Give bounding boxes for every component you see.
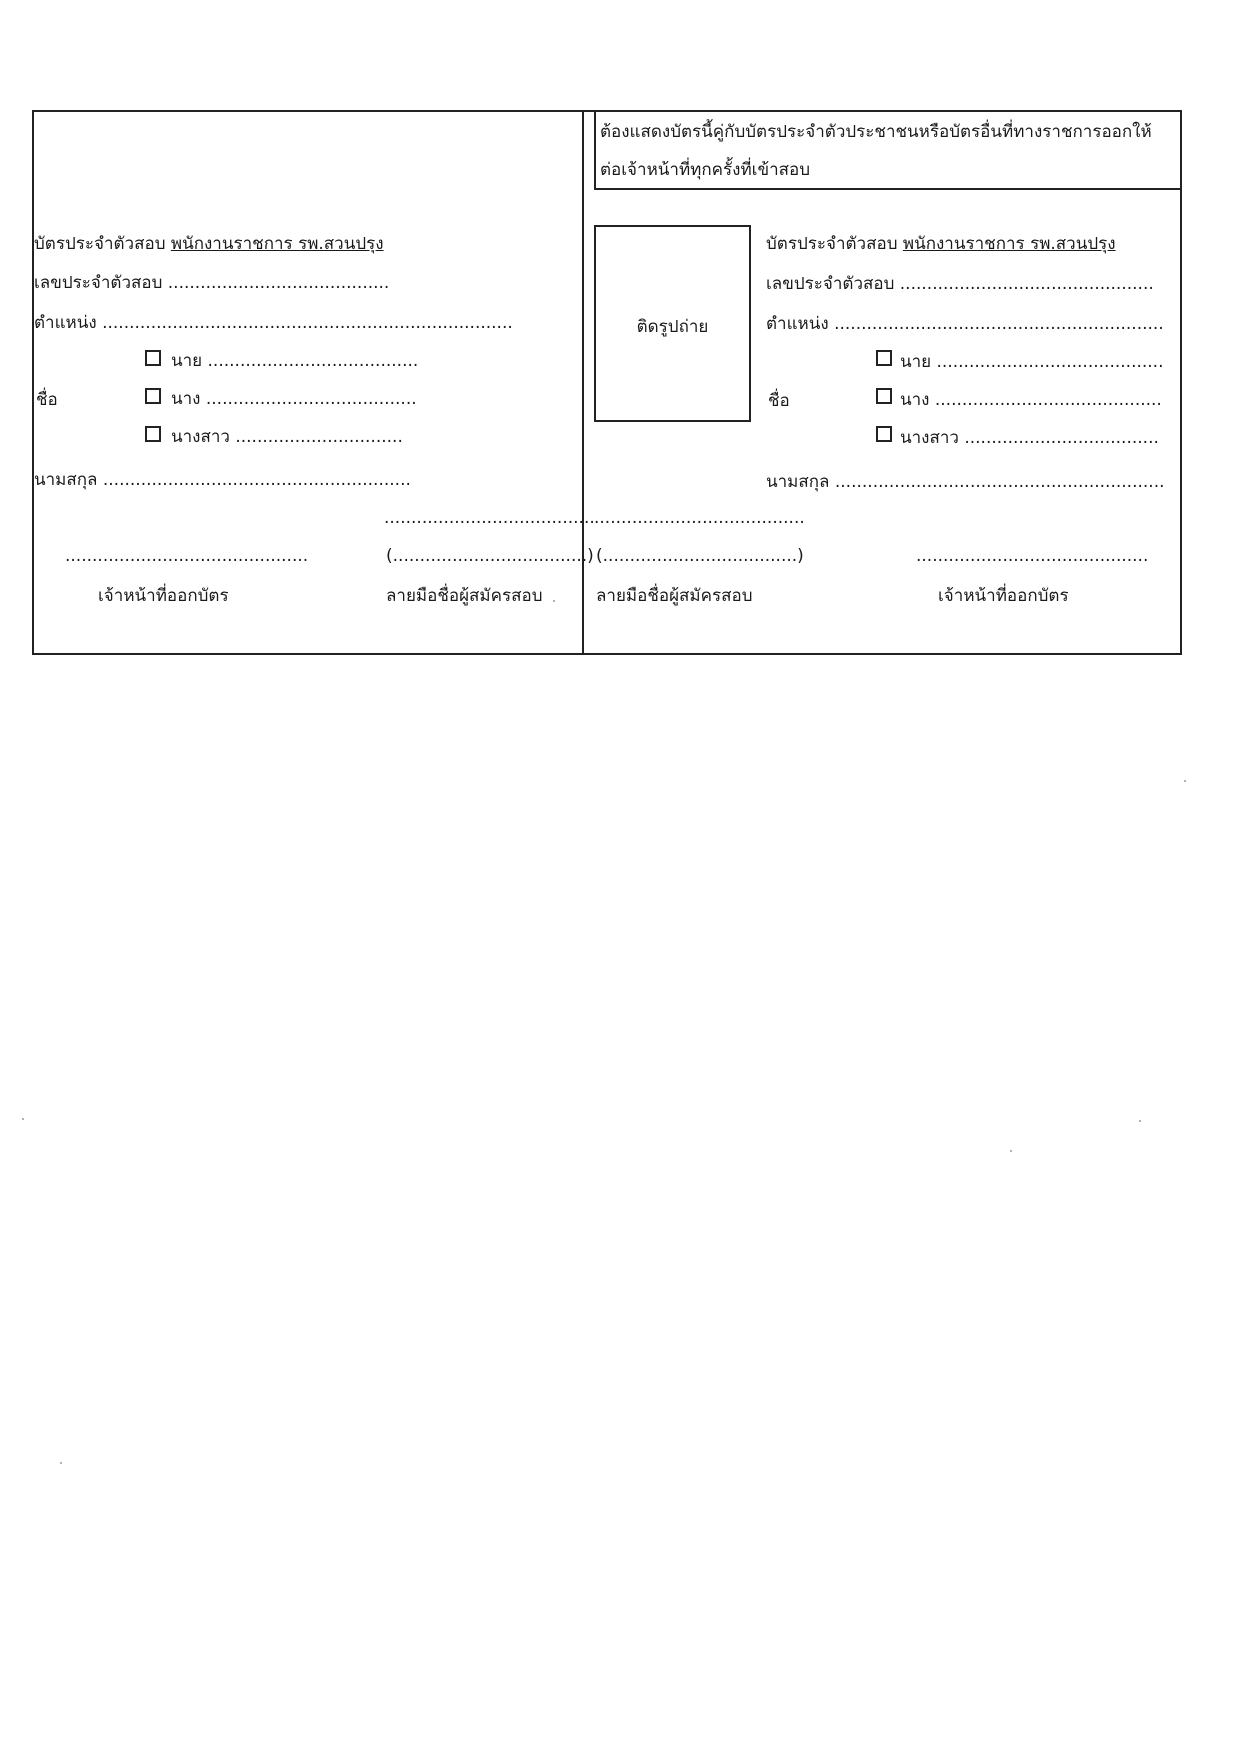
right-officer-label: เจ้าหน้าที่ออกบัตร [938,586,1069,606]
right-mrs-field[interactable]: นาง .......................................... [900,390,1162,410]
scan-speck [60,1462,62,1464]
left-miss-field[interactable]: นางสาว ............................... [171,427,403,447]
notice-line-1: ต้องแสดงบัตรนี้คู่กับบัตรประจำตัวประชาชนหรือบัตรอื่นที่ทางราชการออกให้ [600,122,1152,142]
photo-placeholder [594,225,751,422]
left-applicant-name-paren[interactable]: (....................................) [386,546,594,566]
photo-label: ติดรูปถ่าย [636,317,709,337]
left-officer-signature-line[interactable]: ............................................. [65,546,309,566]
right-officer-signature-line[interactable]: ........................................... [916,546,1149,566]
right-applicant-name-paren[interactable]: (....................................) [596,546,804,566]
right-exam-number-field[interactable]: เลขประจำตัวสอบ ............................................... [766,274,1154,294]
left-card-title-prefix: บัตรประจำตัวสอบ [34,234,166,254]
right-card-title-agency: พนักงานราชการ รพ.สวนปรุง [902,234,1116,254]
right-surname-field[interactable]: นามสกุล ............................................................. [766,472,1165,492]
left-officer-label: เจ้าหน้าที่ออกบัตร [98,586,229,606]
scan-speck [553,600,555,602]
left-applicant-label: ลายมือชื่อผู้สมัครสอบ [386,586,543,606]
left-card-title [34,234,384,254]
card-divider [582,110,584,655]
scan-speck [1010,1150,1012,1152]
right-applicant-signature-line[interactable]: ....................................... [594,508,805,528]
scan-speck [22,1118,24,1120]
scan-speck [1139,1120,1141,1122]
left-surname-field[interactable]: นามสกุล ......................................................... [34,470,411,490]
left-mrs-field[interactable]: นาง ....................................... [171,389,417,409]
left-applicant-signature-line[interactable]: ....................................... [384,508,595,528]
scan-speck [1184,780,1186,782]
right-mrs-checkbox[interactable] [876,388,892,404]
left-name-label: ชื่อ [36,390,58,410]
notice-line-2: ต่อเจ้าหน้าที่ทุกครั้งที่เข้าสอบ [600,160,811,180]
right-name-label: ชื่อ [768,391,790,411]
right-mr-checkbox[interactable] [876,350,892,366]
left-exam-number-field[interactable]: เลขประจำตัวสอบ ......................................... [34,273,390,293]
right-card-title-prefix: บัตรประจำตัวสอบ [766,234,898,254]
right-mr-field[interactable]: นาย .......................................... [900,352,1164,372]
right-card-title [766,234,1116,254]
left-mr-checkbox[interactable] [145,350,161,366]
left-mr-field[interactable]: นาย ....................................... [171,351,419,371]
left-card-title-agency: พนักงานราชการ รพ.สวนปรุง [170,234,384,254]
right-position-field[interactable]: ตำแหน่ง ............................................................. [766,314,1164,334]
right-miss-field[interactable]: นางสาว .................................... [900,428,1159,448]
left-miss-checkbox[interactable] [145,426,161,442]
right-miss-checkbox[interactable] [876,426,892,442]
left-position-field[interactable]: ตำแหน่ง ............................................................................ [34,313,513,333]
right-applicant-label: ลายมือชื่อผู้สมัครสอบ [596,586,753,606]
left-mrs-checkbox[interactable] [145,388,161,404]
